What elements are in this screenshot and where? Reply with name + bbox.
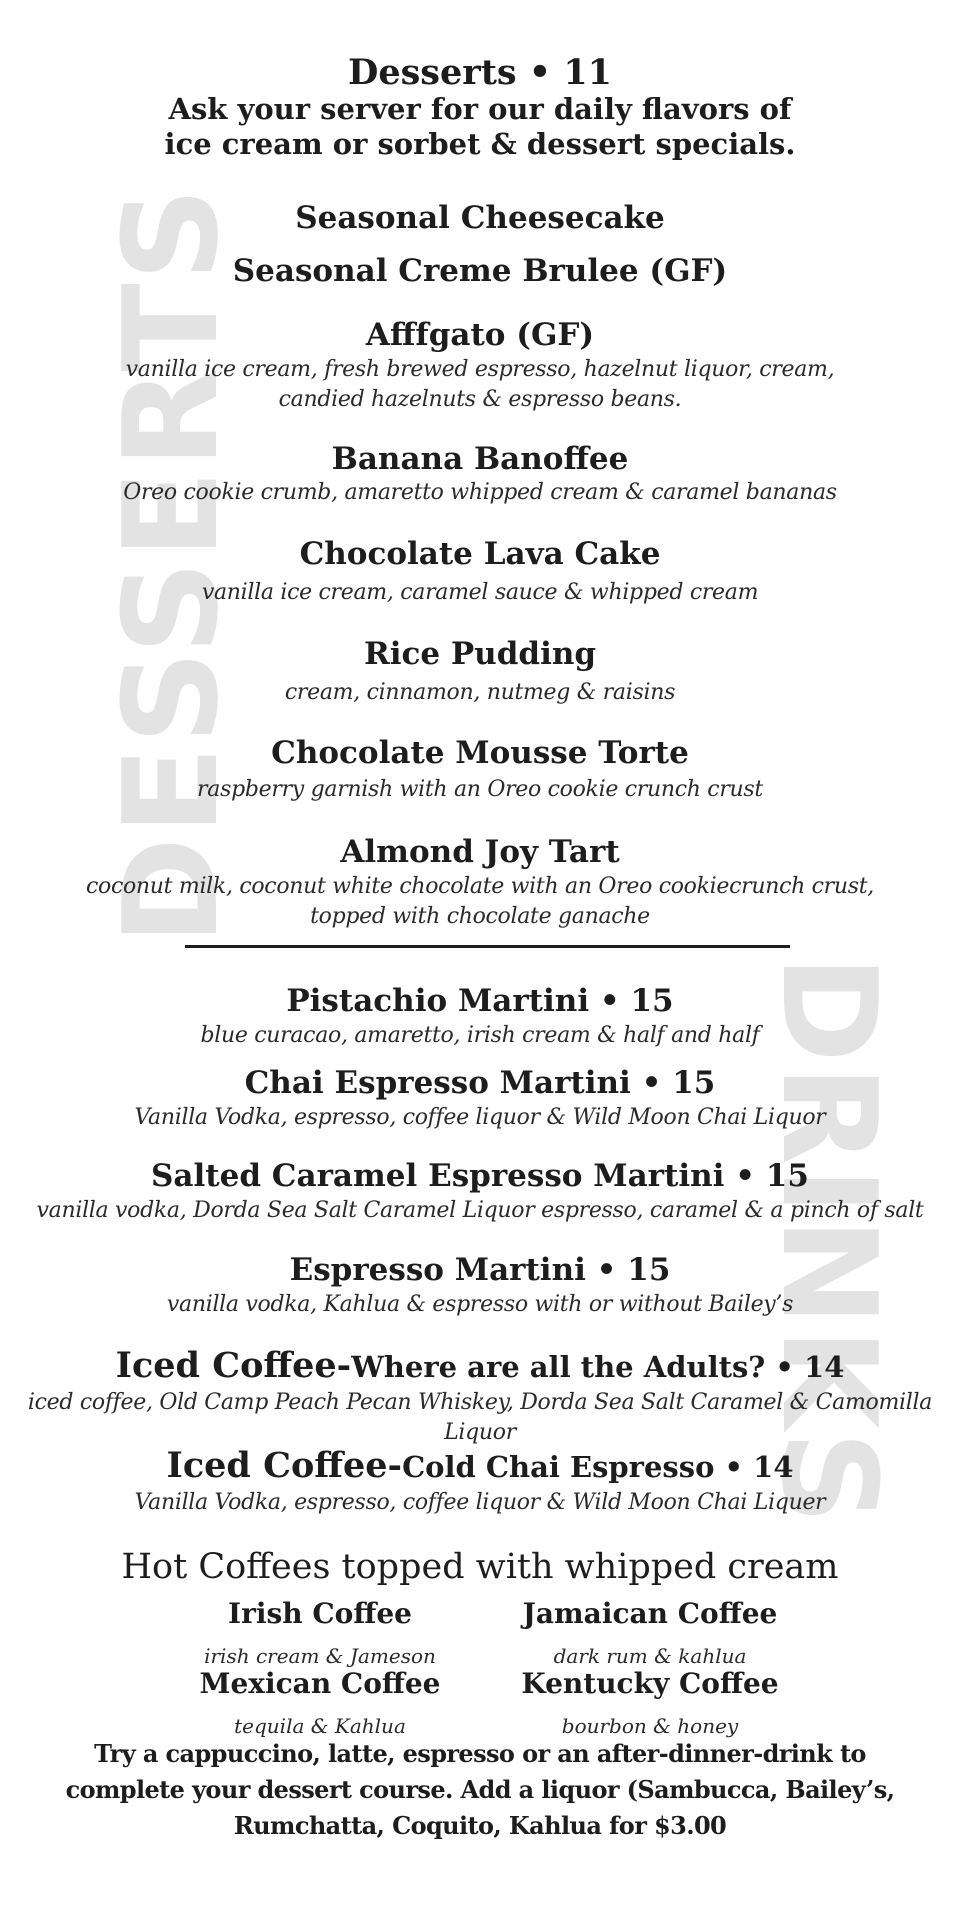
- drink-description: vanilla vodka, Kahlua & espresso with or without Bailey’s: [166, 1292, 794, 1317]
- drink-name: Pistachio Martini • 15: [286, 983, 674, 1019]
- hot-coffee-item: [490, 1597, 810, 1668]
- dessert-name: Seasonal Creme Brulee (GF): [232, 253, 728, 289]
- iced-coffee-variant: Where are all the Adults? • 14: [351, 1350, 845, 1384]
- drink-description: vanilla vodka, Dorda Sea Salt Caramel Liquor espresso, caramel & a pinch of salt: [36, 1198, 924, 1223]
- dessert-name: Almond Joy Tart: [340, 834, 620, 870]
- dessert-description: vanilla ice cream, fresh brewed espresso, hazelnut liquor, cream,: [125, 357, 835, 382]
- iced-coffee-variant: Cold Chai Espresso • 14: [402, 1450, 794, 1484]
- hot-coffee-description: bourbon & honey: [561, 1714, 739, 1738]
- dessert-description: candied hazelnuts & espresso beans.: [278, 387, 682, 412]
- dessert-name: Chocolate Lava Cake: [299, 536, 661, 572]
- hot-coffee-name: Kentucky Coffee: [521, 1667, 779, 1700]
- iced-coffee-name: [0, 1445, 960, 1486]
- iced-coffee-description: iced coffee, Old Camp Peach Pecan Whiskey, Dorda Sea Salt Caramel & Camomilla Liquor: [27, 1390, 933, 1445]
- hot-coffee-name: Jamaican Coffee: [522, 1597, 778, 1630]
- footer-line3: Rumchatta, Coquito, Kahlua for $3.00: [233, 1811, 727, 1840]
- section-divider: [185, 945, 790, 948]
- iced-coffee-description: Vanilla Vodka, espresso, coffee liquor & Wild Moon Chai Liquer: [134, 1490, 826, 1515]
- iced-coffee-lead: Iced Coffee-: [166, 1445, 403, 1486]
- hot-coffee-name: Irish Coffee: [228, 1597, 412, 1630]
- dessert-description: topped with chocolate ganache: [310, 904, 650, 929]
- hot-coffee-name: Mexican Coffee: [199, 1667, 441, 1700]
- dessert-name: Afffgato (GF): [365, 317, 595, 353]
- desserts-subtitle-line2: ice cream or sorbet & dessert specials.: [164, 127, 796, 161]
- drink-description: Vanilla Vodka, espresso, coffee liquor & Wild Moon Chai Liquor: [134, 1105, 826, 1130]
- hot-coffee-item: [160, 1597, 480, 1668]
- hot-coffee-description: dark rum & kahlua: [553, 1644, 747, 1668]
- dessert-name: Rice Pudding: [363, 636, 597, 672]
- hot-coffees-title: Hot Coffees topped with whipped cream: [121, 1547, 839, 1587]
- hot-coffee-description: irish cream & Jameson: [204, 1644, 436, 1668]
- drinks-watermark: DRINKS: [753, 955, 905, 1527]
- drink-name: Salted Caramel Espresso Martini • 15: [151, 1158, 809, 1194]
- footer-line2: complete your dessert course. Add a liquor (Sambucca, Bailey’s,: [65, 1775, 895, 1804]
- desserts-title: Desserts • 11: [347, 52, 613, 93]
- drink-description: blue curacao, amaretto, irish cream & half and half: [200, 1023, 760, 1048]
- dessert-name: Banana Banoffee: [331, 441, 629, 477]
- hot-coffee-description: tequila & Kahlua: [234, 1714, 406, 1738]
- drink-name: Chai Espresso Martini • 15: [244, 1065, 716, 1101]
- dessert-description: cream, cinnamon, nutmeg & raisins: [284, 680, 676, 705]
- drink-name: Espresso Martini • 15: [289, 1252, 671, 1288]
- hot-coffee-item: [160, 1667, 480, 1738]
- dessert-description: coconut milk, coconut white chocolate with an Oreo cookiecrunch crust,: [85, 874, 874, 899]
- footer-line1: Try a cappuccino, latte, espresso or an after-dinner-drink to: [94, 1739, 866, 1768]
- dessert-description: raspberry garnish with an Oreo cookie crunch crust: [197, 777, 763, 802]
- iced-coffee-name: [0, 1345, 960, 1386]
- dessert-description: Oreo cookie crumb, amaretto whipped cream & caramel bananas: [123, 480, 837, 505]
- desserts-subtitle-line1: Ask your server for our daily flavors of: [168, 92, 792, 126]
- dessert-name: Seasonal Cheesecake: [295, 200, 665, 236]
- hot-coffee-item: [490, 1667, 810, 1738]
- desserts-watermark: DESSERTS: [95, 185, 247, 945]
- iced-coffee-lead: Iced Coffee-: [115, 1345, 352, 1386]
- dessert-description: vanilla ice cream, caramel sauce & whipped cream: [201, 580, 759, 605]
- dessert-name: Chocolate Mousse Torte: [271, 735, 689, 771]
